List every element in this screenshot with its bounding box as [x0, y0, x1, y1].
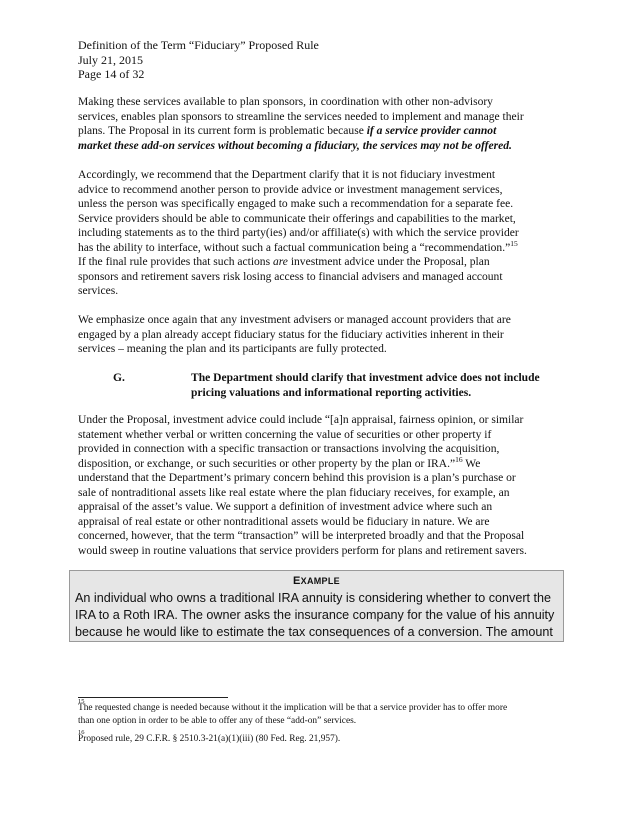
text-line: concerned, however, that the term “transaction” will be interpreted broadly and that the Proposal — [78, 530, 525, 542]
text-line: sponsors and retirement savers risk losing access to financial advisers and managed account — [78, 270, 503, 283]
text-line — [78, 255, 560, 270]
header-date: July 21, 2015 — [78, 52, 144, 67]
text-line: understand that the Department’s primary concern behind this provision is a plan’s purchase or — [78, 472, 516, 484]
footnote-15 — [78, 698, 568, 727]
text-line: appraisal of real estate or other nontraditional assets would be fiduciary in nature. We are — [78, 515, 490, 528]
footnote-16 — [78, 729, 568, 746]
text-line: appraisal of the asset’s value. We support a definition of investment advice where such an — [78, 501, 493, 513]
footnote-line: 15 The requested change is needed because without it the implication will be that a service provider has to offer more — [78, 702, 568, 715]
text-line: services, enables plan sponsors to streamline the services needed to implement and manage their — [78, 110, 524, 123]
footnote-ref-16[interactable]: 16 — [455, 454, 463, 464]
text-line: unless the person was specifically engaged to make such a recommendation for a separate fee. — [78, 198, 514, 210]
text-line: advice to recommend another person to provide advice or investment management services, — [78, 183, 503, 196]
footnote-ref-15[interactable]: 15 — [510, 238, 518, 248]
text-line: Accordingly, we recommend that the Department clarify that it is not fiduciary investment — [78, 169, 496, 181]
text-segment: plans. The Proposal in its current form is problematic because — [78, 125, 367, 137]
text-line: We emphasize once again that any investment advisers or managed account providers that are — [78, 314, 511, 326]
example-box — [69, 570, 564, 642]
section-title — [191, 371, 611, 400]
footnote-line: than one option in order to be able to offer any of these “add-on” services. — [78, 715, 357, 726]
text-line: services. — [78, 285, 119, 297]
section-title-line: pricing valuations and informational reporting activities. — [191, 386, 472, 399]
paragraph-fiduciary-status — [78, 313, 560, 357]
page-header — [78, 38, 319, 82]
text-line: Making these services available to plan sponsors, in coordination with other non-advisory — [78, 96, 493, 108]
text-segment: If the final rule provides that such actions — [78, 256, 273, 268]
text-line: sale of nontraditional assets like real estate where the plan fiduciary receives, for example, an — [78, 486, 510, 499]
example-body — [75, 590, 563, 641]
text-line: statement whether verbal or written concerning the value of securities or other property if — [78, 428, 492, 441]
paragraph-valuations — [78, 413, 560, 558]
text-segment: disposition, or exchange, or such securities or other property by the plan or IRA.” — [78, 457, 456, 470]
text-line: Service providers should be able to communicate their offerings and capabilities to the market, — [78, 212, 516, 225]
footnote-text: Proposed rule, 29 C.F.R. § 2510.3-21(a)(1)(iii) (80 Fed. Reg. 21,957). — [78, 734, 341, 744]
footnote-text: The requested change is needed because without it the implication will be that a service provider has to offer more — [78, 703, 508, 713]
paragraph-recommendation — [78, 168, 560, 299]
text-segment: We — [462, 457, 481, 470]
paragraph-add-on-services — [78, 95, 560, 153]
text-line — [78, 238, 560, 256]
text-segment: has the ability to interface, without such a factual communication being a “recommendation.” — [78, 241, 511, 254]
section-title-line: The Department should clarify that investment advice does not include — [191, 372, 540, 384]
text-line — [78, 124, 560, 139]
example-title-initial: E — [293, 575, 301, 587]
section-letter: G. — [113, 372, 125, 384]
text-line — [78, 454, 560, 472]
text-line: would sweep in routine valuations that service providers perform for plans and retirement savers. — [78, 544, 527, 557]
footnotes — [78, 698, 568, 752]
text-line: engaged by a plan already accept fiduciary status for the fiduciary activities inherent in their — [78, 328, 504, 341]
footnote-line: 16 Proposed rule, 29 C.F.R. § 2510.3-21(a)(1)(iii) (80 Fed. Reg. 21,957). — [78, 733, 568, 746]
header-page-number: Page 14 of 32 — [78, 67, 145, 81]
footnote-divider — [78, 697, 228, 698]
header-title: Definition of the Term “Fiduciary” Proposed Rule — [78, 38, 319, 52]
example-line: IRA to a Roth IRA. The owner asks the insurance company for the value of his annuity — [75, 608, 555, 622]
emphasis-text: are — [272, 256, 288, 268]
example-line: because he would like to estimate the tax consequences of a conversion. The amount — [75, 625, 553, 639]
text-line: including statements as to the third party(ies) and/or affiliate(s) with which the service provider — [78, 227, 519, 239]
text-line: Under the Proposal, investment advice could include “[a]n appraisal, fairness opinion, or similar — [78, 414, 524, 426]
example-title — [70, 574, 563, 588]
text-line: services – meaning the plan and its participants are fully protected. — [78, 343, 387, 355]
emphasis-text: market these add-on services without becoming a fiduciary, the services may not be offered. — [78, 139, 512, 152]
emphasis-text: if a service provider cannot — [366, 125, 497, 137]
text-line: provided in connection with a specific transaction or transactions involving the acquisition, — [78, 443, 500, 455]
example-title-rest: XAMPLE — [300, 576, 340, 586]
text-segment: investment advice under the Proposal, plan — [287, 256, 490, 268]
example-line: An individual who owns a traditional IRA annuity is considering whether to convert the — [75, 591, 552, 605]
